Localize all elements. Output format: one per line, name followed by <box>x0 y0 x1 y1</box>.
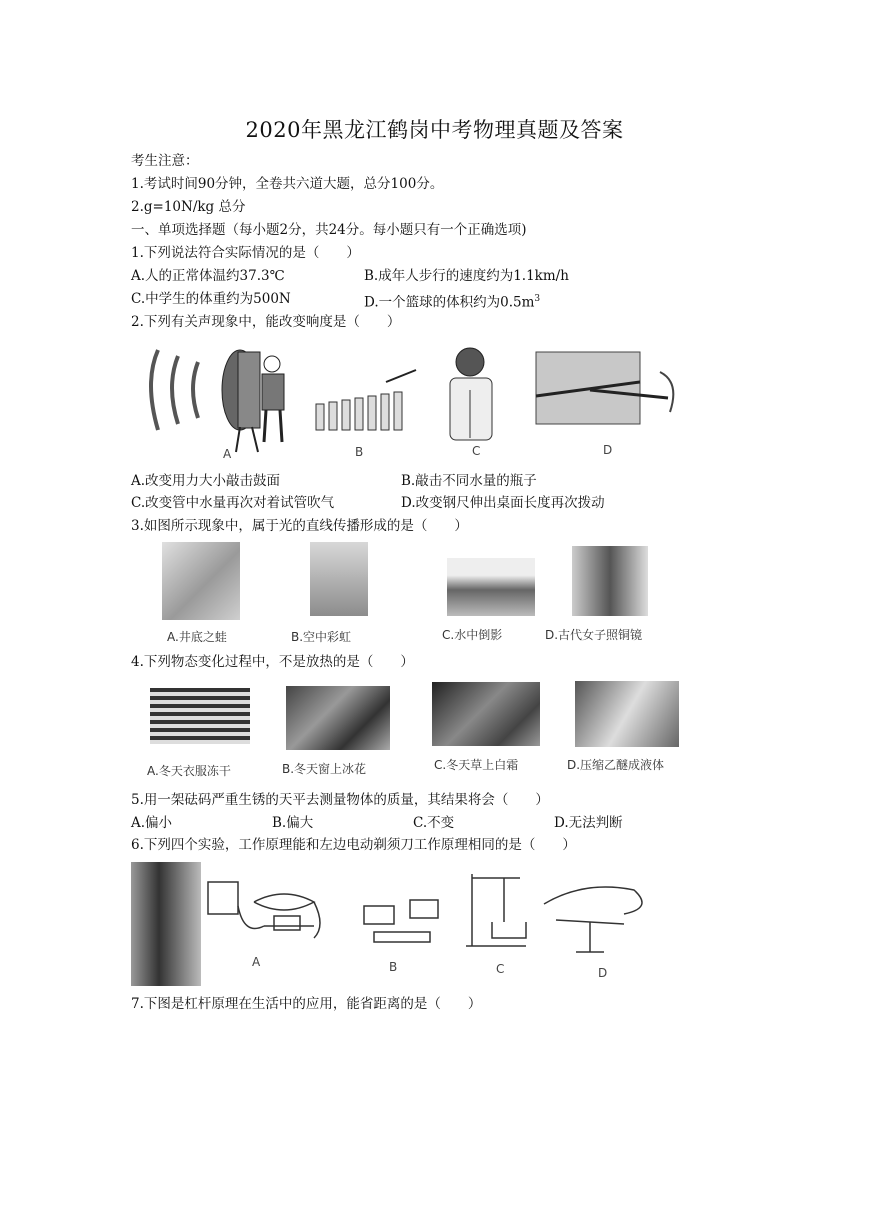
q5-option-b: B.偏大 <box>272 815 314 831</box>
q2-option-d: D.改变钢尺伸出桌面长度再次拨动 <box>401 495 605 511</box>
mirror-photo <box>572 546 648 616</box>
q3-stem: 3.如图所示现象中，属于光的直线传播形成的是（ ） <box>131 518 468 534</box>
q7-stem: 7.下图是杠杆原理在生活中的应用，能省距离的是（ ） <box>131 996 482 1012</box>
q1-option-d-exponent: 3 <box>534 294 541 304</box>
notice-line-2: 2.g=10N/kg 总分 <box>131 199 246 215</box>
q2-label-d: D <box>603 443 613 457</box>
q3-caption-c: C.水中倒影 <box>442 628 503 642</box>
frog-in-well-photo <box>162 542 240 620</box>
q1-option-d: D.一个篮球的体积约为$0.5m^3$ <box>364 294 541 311</box>
page-title: 2020年黑龙江鹤岗中考物理真题及答案 <box>245 118 624 142</box>
drum-illustration <box>151 350 198 430</box>
sweater-photo <box>150 688 250 744</box>
q5-option-a: A.偏小 <box>131 815 173 831</box>
q4-stem: 4.下列物态变化过程中，不是放热的是（ ） <box>131 654 414 670</box>
q2-label-b: B <box>355 445 364 459</box>
q5-stem: 5.用一架砝码严重生锈的天平去测量物体的质量，其结果将会（ ） <box>131 792 549 808</box>
q6-stem: 6.下列四个实验，工作原理能和左边电动剃须刀工作原理相同的是（ ） <box>131 837 576 853</box>
section-heading: 一、单项选择题（每小题2分，共24分。每小题只有一个正确选项) <box>131 222 527 238</box>
stand-magnet-illustration <box>492 922 526 938</box>
q1-option-b: B.成年人步行的速度约为1.1km/h <box>364 268 569 284</box>
q2-label-c: C <box>472 444 481 458</box>
q6-figure <box>204 866 654 966</box>
q6-label-b: B <box>389 960 398 974</box>
q5-option-c: C.不变 <box>413 815 455 831</box>
q6-label-d: D <box>598 966 608 980</box>
q1-option-a: A.人的正常体温约37.3℃ <box>131 268 285 284</box>
motor-magnet-illustration <box>364 906 394 924</box>
electric-shaver-photo <box>131 862 201 986</box>
q6-label-c: C <box>496 962 505 976</box>
q4-caption-d: D.压缩乙醚成液体 <box>567 758 665 772</box>
ether-syringe-photo <box>575 681 679 747</box>
rainbow-photo <box>310 542 368 616</box>
galvanometer-illustration <box>208 882 238 914</box>
notice-line-1: 1.考试时间90分钟，全卷共六道大题，总分100分。 <box>131 176 444 192</box>
q2-option-a: A.改变用力大小敲击鼓面 <box>131 473 281 489</box>
q2-label-a: A <box>223 447 232 461</box>
window-frost-photo <box>286 686 390 750</box>
girl-illustration <box>450 348 492 440</box>
q6-label-a: A <box>252 955 261 969</box>
notice-heading: 考生注意： <box>131 153 199 169</box>
q4-caption-b: B.冬天窗上冰花 <box>282 762 367 776</box>
q2-stem: 2.下列有关声现象中，能改变响度是（ ） <box>131 314 401 330</box>
water-reflection-photo <box>447 558 535 616</box>
q3-caption-a: A.井底之蛙 <box>167 630 227 644</box>
q4-caption-a: A.冬天衣服冻干 <box>147 764 231 778</box>
ruler-illustration <box>536 352 673 424</box>
q2-option-c: C.改变管中水量再次对着试管吹气 <box>131 495 335 511</box>
q1-stem: 1.下列说法符合实际情况的是（ ） <box>131 245 360 261</box>
q2-option-b: B.敲击不同水量的瓶子 <box>401 473 537 489</box>
q5-option-d: D.无法判断 <box>554 815 623 831</box>
bottles-illustration <box>316 392 402 430</box>
q3-caption-b: B.空中彩虹 <box>291 630 352 644</box>
grass-frost-photo <box>432 682 540 746</box>
q1-option-c: C.中学生的体重约为500N <box>131 291 291 307</box>
compass-illustration <box>544 887 642 914</box>
q3-caption-d: D.古代女子照铜镜 <box>545 628 643 642</box>
q4-caption-c: C.冬天草上白霜 <box>434 758 519 772</box>
